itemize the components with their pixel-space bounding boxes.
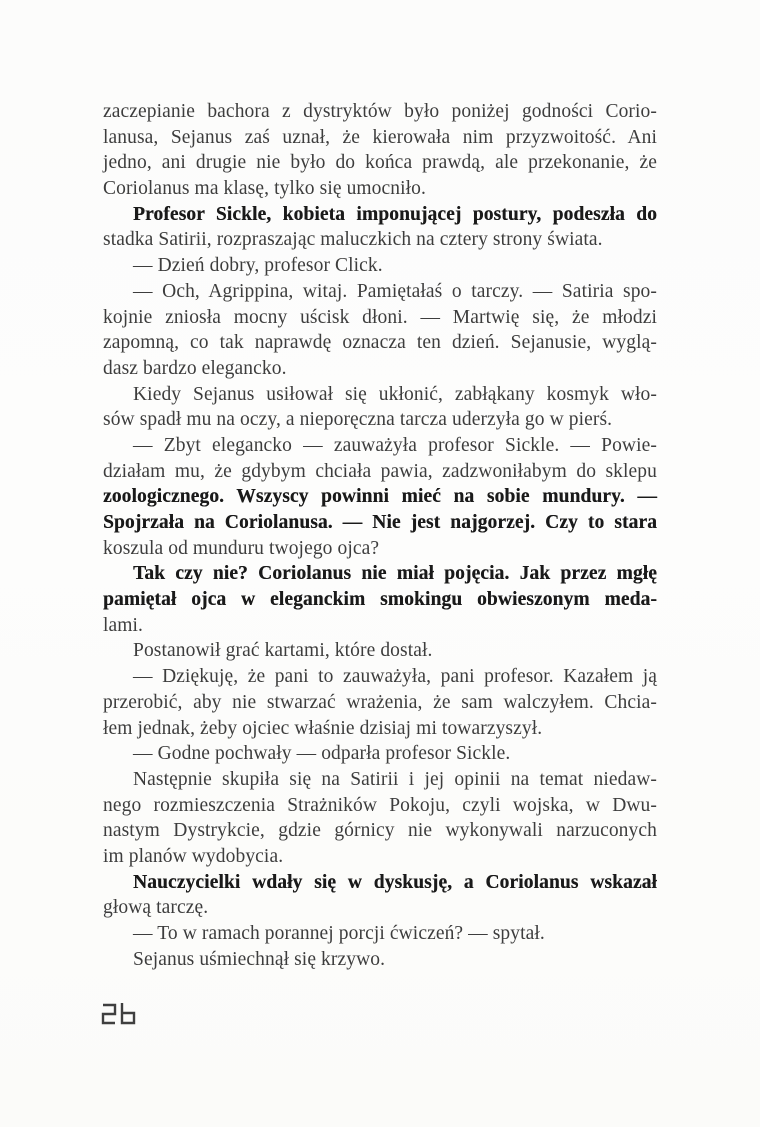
text-line: — Zbyt elegancko — zauważyła profesor Sickle. — Powie- (133, 434, 657, 456)
text-line: pamiętał ojca w eleganckim smokingu obwieszonym meda- (103, 589, 657, 611)
text-line: Sejanus uśmiechnął się krzywo. (133, 948, 386, 970)
text-line: — Godne pochwały — odparła profesor Sickle. (133, 743, 511, 765)
text-line: Postanowił grać kartami, które dostał. (133, 640, 433, 662)
text-line: działam mu, że gdybym chciała pawia, zadzwoniłabym do sklepu (103, 460, 657, 482)
text-line: kojnie zniosła mocny uścisk dłoni. — Martwię się, że młodzi (103, 306, 657, 328)
text-line: zapomną, co tak naprawdę oznacza ten dzień. Sejanusie, wyglą- (103, 332, 657, 354)
text-line: Kiedy Sejanus usiłował się ukłonić, zabłąkany kosmyk wło- (133, 383, 657, 405)
text-line: Tak czy nie? Coriolanus nie miał pojęcia. Jak przez mgłę (133, 563, 657, 585)
text-line: jedno, ani drugie nie było do końca prawdą, ale przekonanie, że (103, 152, 657, 174)
text-line: nego rozmieszczenia Strażników Pokoju, czyli wojska, w Dwu- (103, 794, 657, 816)
text-line: stadka Satirii, rozpraszając maluczkich na cztery strony świata. (103, 229, 603, 251)
text-line: łem jednak, żeby ojciec właśnie dzisiaj mi towarzyszył. (103, 717, 543, 739)
text-line: — Dzień dobry, profesor Click. (133, 255, 383, 277)
text-block (103, 99, 657, 972)
text-line: — To w ramach porannej porcji ćwiczeń? — spytał. (133, 923, 545, 944)
text-line: zaczepianie bachora z dystryktów było poniżej godności Corio- (103, 101, 657, 122)
text-line: Coriolanus ma klasę, tylko się umocniło. (103, 178, 426, 200)
text-line: Profesor Sickle, kobieta imponującej postury, podeszła do (133, 203, 657, 225)
text-line: Następnie skupiła się na Satirii i jej opinii na temat niedaw- (133, 768, 657, 790)
page-number-digits (101, 1001, 141, 1025)
text-line: Spojrzała na Coriolanusa. — Nie jest najgorzej. Czy to stara (103, 512, 657, 533)
text-line: nastym Dystrykcie, gdzie górnicy nie wykonywali narzuconych (103, 820, 657, 842)
text-line: dasz bardzo elegancko. (103, 357, 287, 379)
text-line: im planów wydobycia. (103, 845, 284, 867)
text-line: — Dziękuję, że pani to zauważyła, pani profesor. Kazałem ją (133, 666, 657, 688)
text-line: przerobić, aby nie stwarzać wrażenia, że sam walczyłem. Chcia- (103, 691, 657, 713)
text-line: zoologicznego. Wszyscy powinni mieć na sobie mundury. — (103, 486, 657, 508)
text-line: — Och, Agrippina, witaj. Pamiętałaś o tarczy. — Satiria spo- (133, 280, 657, 302)
page-number (101, 1001, 141, 1025)
text-line: lami. (103, 614, 144, 636)
text-line: sów spadł mu na oczy, a nieporęczna tarcza uderzyła go w pierś. (103, 409, 613, 431)
text-line: koszula od munduru twojego ojca? (103, 537, 380, 559)
text-line: głową tarczę. (103, 897, 209, 919)
text-line: lanusa, Sejanus zaś uznał, że kierowała nim przyzwoitość. Ani (103, 126, 657, 148)
text-line: Nauczycielki wdały się w dyskusję, a Coriolanus wskazał (133, 871, 657, 893)
